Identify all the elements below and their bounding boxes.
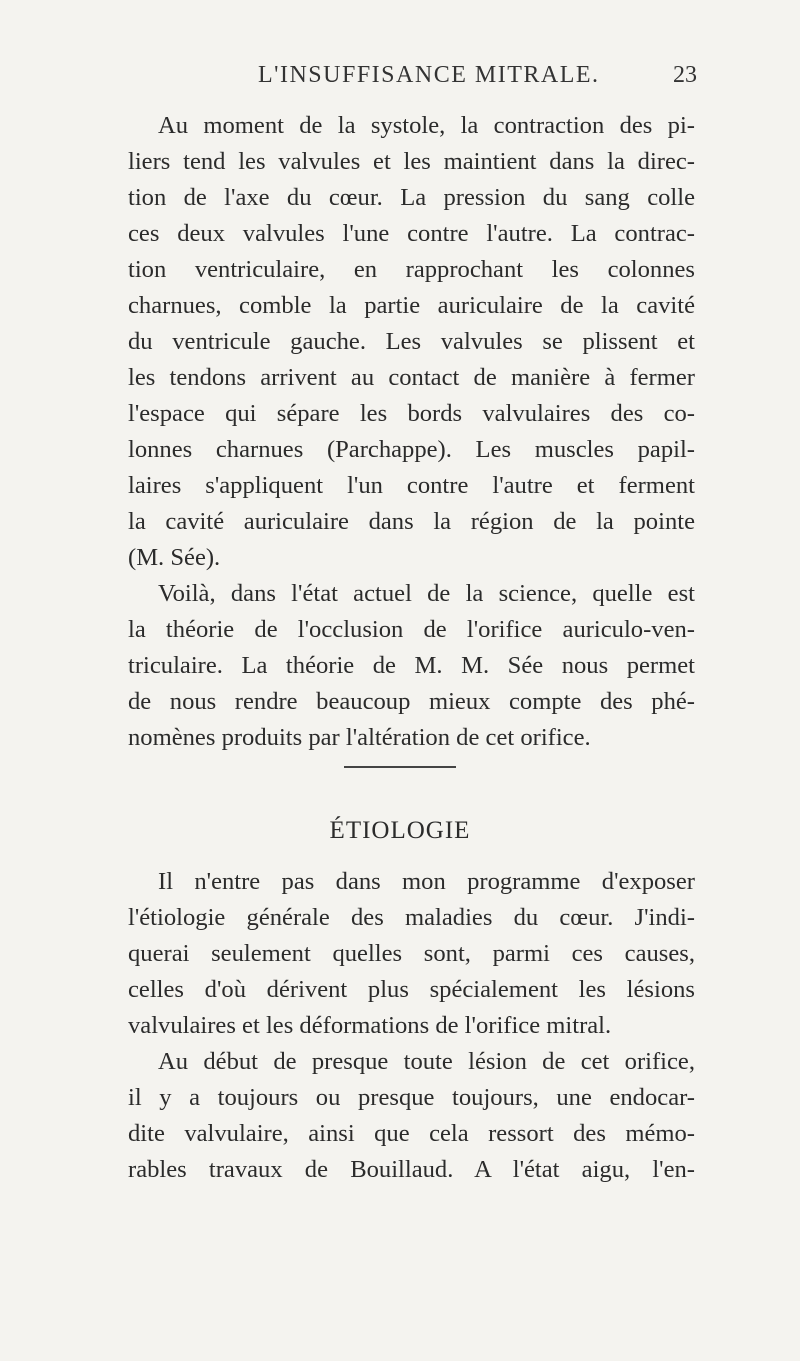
text-line: lonnes charnues (Parchappe). Les muscles papil-: [128, 436, 695, 463]
section-title: ÉTIOLOGIE: [329, 817, 471, 844]
text-line: les tendons arrivent au contact de manière à fermer: [128, 364, 695, 391]
text-line: Au moment de la systole, la contraction des pi-: [158, 112, 695, 139]
text-line: la théorie de l'occlusion de l'orifice auriculo-ven-: [128, 616, 695, 643]
text-line: rables travaux de Bouillaud. A l'état aigu, l'en-: [128, 1156, 695, 1183]
page-number: 23: [673, 62, 697, 88]
text-line: il y a toujours ou presque toujours, une endocar-: [128, 1084, 695, 1111]
text-line: ces deux valvules l'une contre l'autre. La contrac-: [128, 220, 695, 247]
text-line: tion de l'axe du cœur. La pression du sang colle: [128, 184, 695, 211]
text-line: dite valvulaire, ainsi que cela ressort des mémo-: [128, 1120, 695, 1147]
text-line: Au début de presque toute lésion de cet orifice,: [158, 1048, 695, 1075]
text-line: tion ventriculaire, en rapprochant les colonnes: [128, 256, 695, 283]
text-line: de nous rendre beaucoup mieux compte des phé-: [128, 688, 695, 715]
text-line: charnues, comble la partie auriculaire de la cavité: [128, 292, 695, 319]
text-line: Il n'entre pas dans mon programme d'exposer: [158, 868, 695, 895]
text-line: celles d'où dérivent plus spécialement les lésions: [128, 976, 695, 1003]
text-line: du ventricule gauche. Les valvules se plissent et: [128, 328, 695, 355]
text-block-top: [128, 108, 695, 756]
paragraph: [128, 1044, 695, 1188]
text-line: la cavité auriculaire dans la région de la pointe: [128, 508, 695, 535]
section-divider: [344, 766, 456, 768]
text-line: triculaire. La théorie de M. M. Sée nous permet: [128, 652, 695, 679]
text-line: querai seulement quelles sont, parmi ces causes,: [128, 940, 695, 967]
text-line: (M. Sée).: [128, 544, 221, 571]
text-line: liers tend les valvules et les maintient dans la direc-: [128, 148, 695, 175]
text-line: l'étiologie générale des maladies du cœur. J'indi-: [128, 904, 695, 931]
text-line: Voilà, dans l'état actuel de la science, quelle est: [158, 580, 695, 607]
text-line: l'espace qui sépare les bords valvulaires des co-: [128, 400, 695, 427]
text-line: nomènes produits par l'altération de cet orifice.: [128, 724, 591, 751]
paragraph: [128, 576, 695, 756]
running-head: L'INSUFFISANCE MITRALE.: [258, 62, 600, 88]
text-line: laires s'appliquent l'un contre l'autre et ferment: [128, 472, 695, 499]
text-line: valvulaires et les déformations de l'orifice mitral.: [128, 1012, 612, 1039]
text-block-bottom: [128, 864, 695, 1188]
paragraph: [128, 108, 695, 576]
paragraph: [128, 864, 695, 1044]
